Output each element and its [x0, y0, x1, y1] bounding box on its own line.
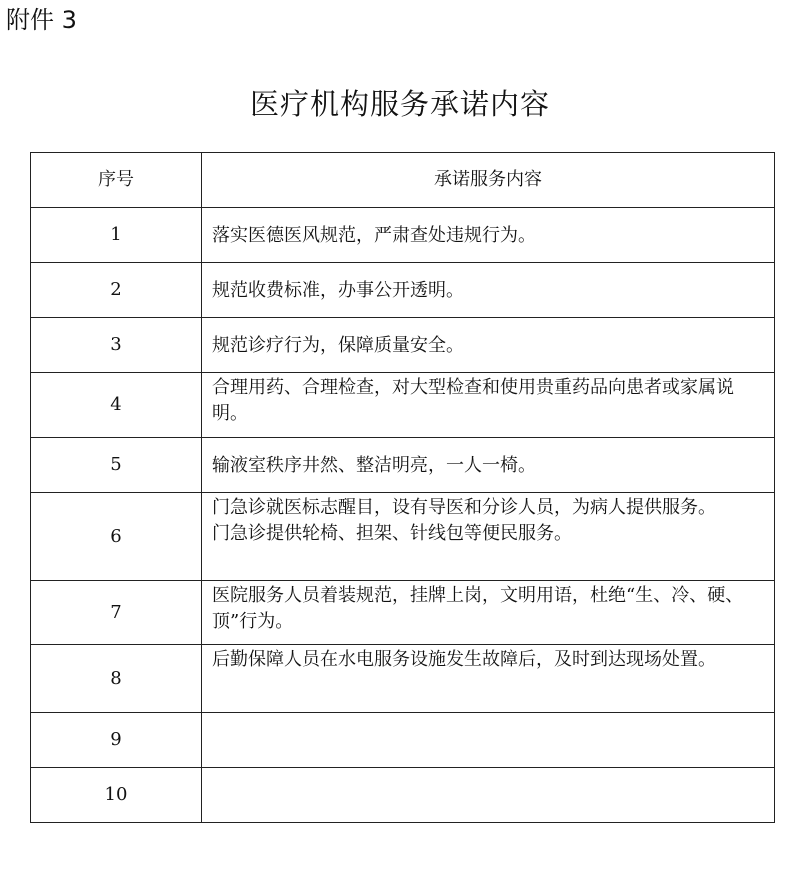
row-content	[202, 581, 775, 645]
header-promise-content: 承诺服务内容	[202, 153, 775, 208]
service-promise-table	[30, 152, 775, 823]
table-row	[31, 645, 775, 713]
content-line: 门急诊就医标志醒目，设有导医和分诊人员，为病人提供服务。	[212, 497, 716, 518]
table-row	[31, 438, 775, 493]
row-number: 8	[31, 645, 202, 713]
table-header-row	[31, 153, 775, 208]
content-line: 规范收费标准，办事公开透明。	[212, 280, 464, 301]
table-row	[31, 768, 775, 823]
content-line: 落实医德医风规范，严肃查处违规行为。	[212, 225, 536, 246]
table-row	[31, 713, 775, 768]
table-row	[31, 373, 775, 438]
row-number: 7	[31, 581, 202, 645]
content-line: 后勤保障人员在水电服务设施发生故障后，及时到达现场处置。	[212, 649, 716, 670]
row-content	[202, 713, 775, 768]
row-content	[202, 208, 775, 263]
content-line: 门急诊提供轮椅、担架、针线包等便民服务。	[212, 523, 572, 544]
row-number: 9	[31, 713, 202, 768]
header-serial-number: 序号	[31, 153, 202, 208]
table-row	[31, 263, 775, 318]
row-content	[202, 438, 775, 493]
table-row	[31, 581, 775, 645]
row-content	[202, 493, 775, 581]
content-line: 规范诊疗行为，保障质量安全。	[212, 335, 464, 356]
attachment-label: 附件 3	[6, 6, 77, 34]
row-content	[202, 645, 775, 713]
row-content	[202, 263, 775, 318]
table-row	[31, 318, 775, 373]
row-number: 1	[31, 208, 202, 263]
content-line: 合理用药、合理检查，对大型检查和使用贵重药品向患者或家属说明。	[212, 377, 734, 424]
row-number: 10	[31, 768, 202, 823]
row-number: 6	[31, 493, 202, 581]
table-row	[31, 493, 775, 581]
row-number: 4	[31, 373, 202, 438]
table-row	[31, 208, 775, 263]
row-number: 2	[31, 263, 202, 318]
row-content	[202, 373, 775, 438]
row-content	[202, 318, 775, 373]
row-number: 3	[31, 318, 202, 373]
content-line: 医院服务人员着装规范，挂牌上岗，文明用语，杜绝“生、冷、硬、顶”行为。	[212, 585, 744, 632]
content-line: 输液室秩序井然、整洁明亮，一人一椅。	[212, 455, 536, 476]
row-number: 5	[31, 438, 202, 493]
page-title: 医疗机构服务承诺内容	[249, 87, 550, 121]
row-content	[202, 768, 775, 823]
